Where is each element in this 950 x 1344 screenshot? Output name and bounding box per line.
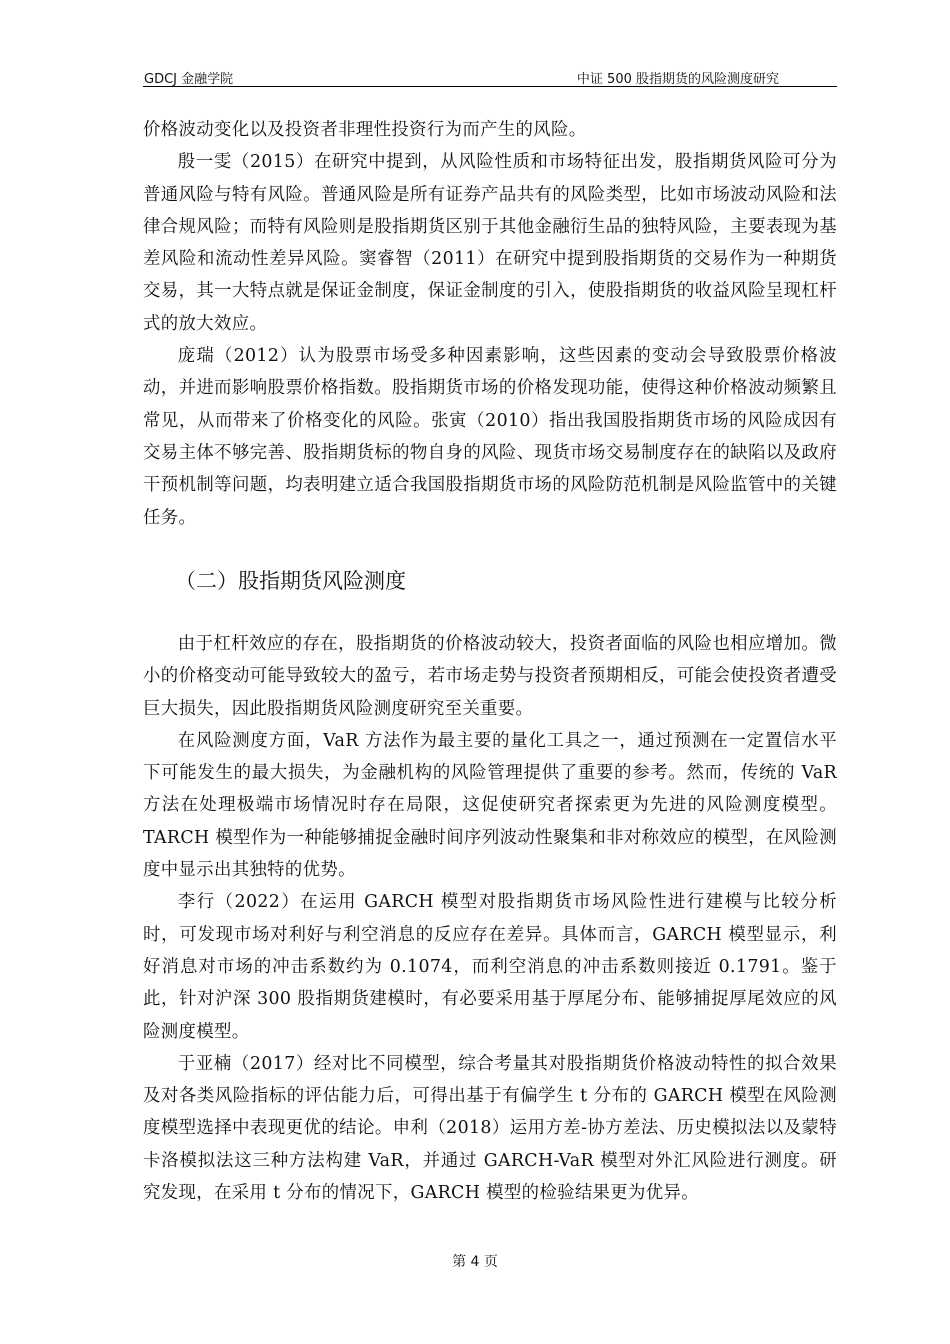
header-title: 中证 500 股指期货的风险测度研究	[576, 72, 779, 87]
body-bottom	[143, 628, 837, 1209]
paragraph: 于亚楠（2017）经对比不同模型，综合考量其对股指期货价格波动特性的拟合效果及对各类风险指标的评估能力后，可得出基于有偏学生 t 分布的 GARCH 模型在风险测度模型选择中表现更优的结论。申利（2018）运用方差-协方差法、历史模拟法以及蒙特卡洛模拟法这三种方法构建 VaR，并通过 GARCH-VaR 模型对外汇风险进行测度。研究发现，在采用 t 分布的情况下，GARCH 模型的检验结果更为优异。	[143, 1053, 837, 1204]
paragraph-continuation: 价格波动变化以及投资者非理性投资行为而产生的风险。	[143, 120, 587, 140]
section-title: （二）股指期货风险测度	[175, 569, 406, 593]
paragraph: 庞瑞（2012）认为股票市场受多种因素影响，这些因素的变动会导致股票价格波动，并进而影响股票价格指数。股指期货市场的价格发现功能，使得这种价格波动频繁且常见，从而带来了价格变化的风险。张寅（2010）指出我国股指期货市场的风险成因有交易主体不够完善、股指期货标的物自身的风险、现货市场交易制度存在的缺陷以及政府干预机制等问题，均表明建立适合我国股指期货市场的风险防范机制是风险监管中的关键任务。	[143, 346, 837, 528]
body-top	[143, 114, 837, 534]
paragraph: 殷一雯（2015）在研究中提到，从风险性质和市场特征出发，股指期货风险可分为普通风险与特有风险。普通风险是所有证券产品共有的风险类型，比如市场波动风险和法律合规风险；而特有风险则是股指期货区别于其他金融衍生品的独特风险，主要表现为基差风险和流动性差异风险。窦睿智（2011）在研究中提到股指期货的交易作为一种期货交易，其一大特点就是保证金制度，保证金制度的引入，使股指期货的收益风险呈现杠杆式的放大效应。	[143, 152, 837, 334]
header-institution: GDCJ 金融学院	[144, 72, 234, 87]
page-header	[143, 66, 837, 86]
header-rule	[143, 86, 837, 87]
paragraph: 在风险测度方面，VaR 方法作为最主要的量化工具之一，通过预测在一定置信水平下可能发生的最大损失，为金融机构的风险管理提供了重要的参考。然而，传统的 VaR 方法在处理极端市场情况时存在局限，这促使研究者探索更为先进的风险测度模型。TARCH 模型作为一种能够捕捉金融时间序列波动性聚集和非对称效应的模型，在风险测度中显示出其独特的优势。	[143, 730, 837, 881]
page-number: 第 4 页	[452, 1254, 498, 1270]
paragraph: 李行（2022）在运用 GARCH 模型对股指期货市场风险性进行建模与比较分析时，可发现市场对利好与利空消息的反应存在差异。具体而言，GARCH 模型显示，利好消息对市场的冲击系数约为 0.1074，而利空消息的冲击系数则接近 0.1791。鉴于此，针对沪深 300 股指期货建模时，有必要采用基于厚尾分布、能够捕捉厚尾效应的风险测度模型。	[143, 892, 837, 1042]
paragraph: 由于杠杆效应的存在，股指期货的价格波动较大，投资者面临的风险也相应增加。微小的价格变动可能导致较大的盈亏，若市场走势与投资者预期相反，可能会使投资者遭受巨大损失，因此股指期货风险测度研究至关重要。	[143, 634, 837, 719]
